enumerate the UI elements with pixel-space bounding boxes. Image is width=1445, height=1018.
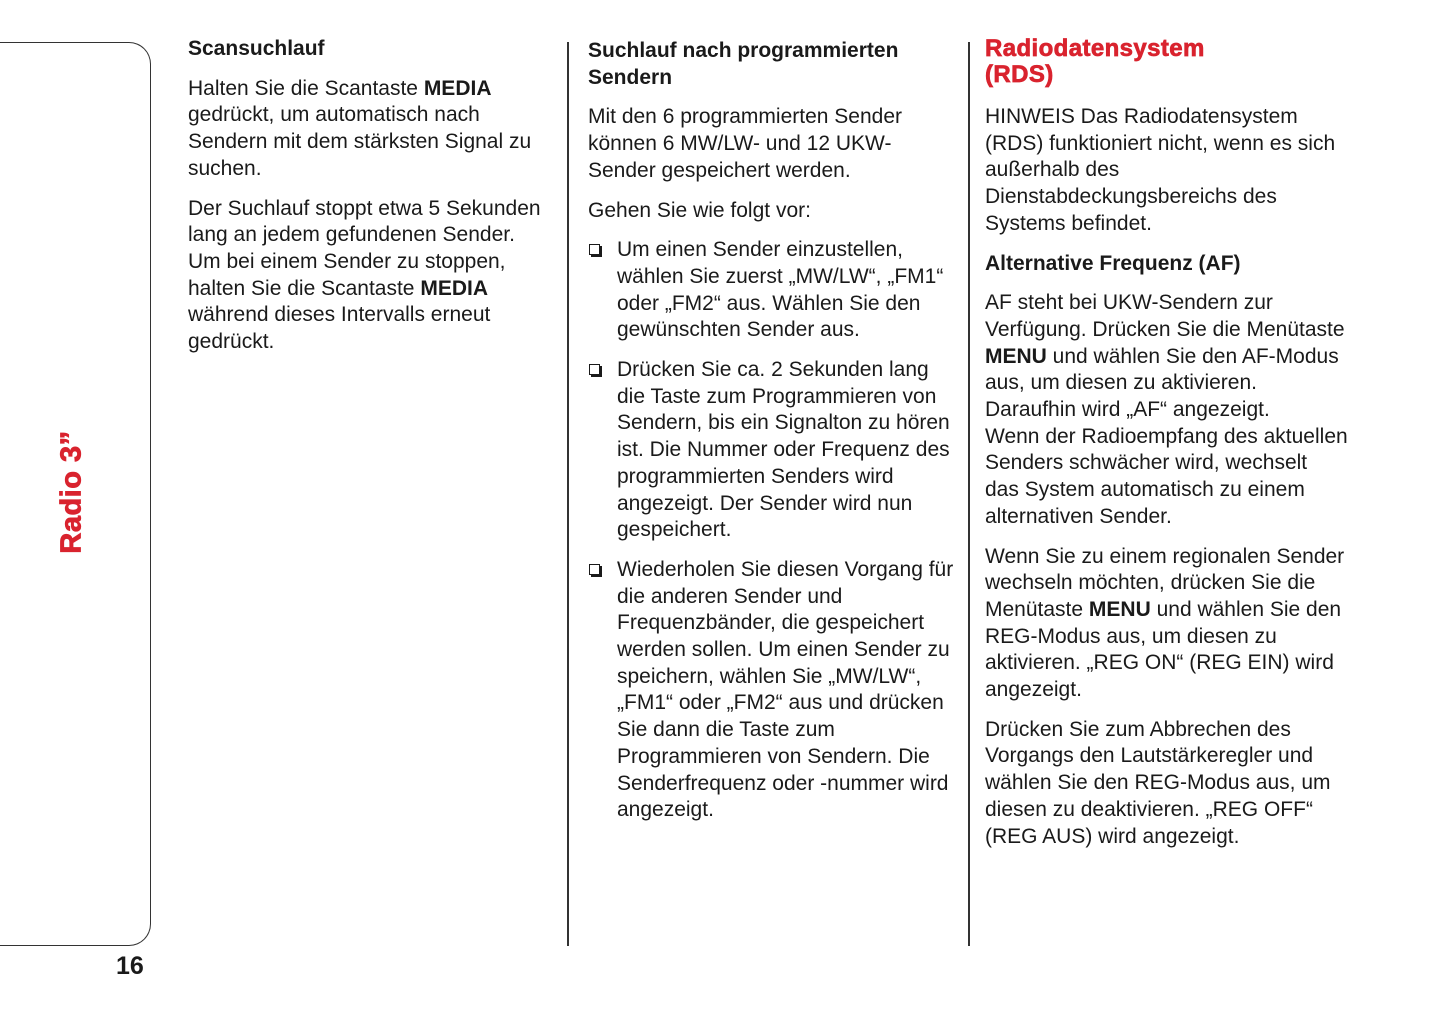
text-line: lang an jedem gefundenen Sender. <box>188 223 515 247</box>
section-heading <box>985 251 1348 278</box>
text-line: Sender gespeichert werden. <box>588 158 851 182</box>
text-line: aktivieren. „REG ON“ (REG EIN) wird <box>985 651 1334 675</box>
text-line: Wenn Sie zu einem regionalen Sender <box>985 544 1345 568</box>
text-line <box>188 76 541 103</box>
paragraph <box>985 290 1348 530</box>
text-line: Frequenzbänder, die gespeichert <box>617 611 925 635</box>
text-line: wählen Sie den REG-Modus aus, um <box>985 771 1331 795</box>
bold-term: MEDIA <box>423 76 492 100</box>
column-2 <box>588 38 953 837</box>
paragraph <box>188 196 541 356</box>
text-line: (REG AUS) wird angezeigt. <box>985 824 1240 848</box>
text-line: HINWEIS Das Radiodatensystem <box>985 105 1298 128</box>
paragraph <box>188 76 541 183</box>
paragraph <box>588 104 953 184</box>
section-heading <box>588 38 953 91</box>
text-line: Um bei einem Sender zu stoppen, <box>188 249 506 273</box>
text-line: Sendern <box>588 65 673 89</box>
text-line: AF steht bei UKW-Sendern zur <box>985 291 1273 315</box>
text-line: programmierten Senders wird <box>617 464 894 488</box>
text-line: Wenn der Radioempfang des aktuellen <box>985 424 1348 448</box>
text-line: gewünschten Sender aus. <box>617 318 860 342</box>
bullet-item <box>588 557 953 824</box>
column-1 <box>188 36 541 369</box>
text-line: Programmieren von Sendern. Die <box>617 744 930 768</box>
checkbox-bullet-icon <box>589 564 600 575</box>
text-line <box>188 276 541 303</box>
section-heading <box>188 36 541 63</box>
text-line: Wiederholen Sie diesen Vorgang für <box>617 557 954 581</box>
text-line: Scansuchlauf <box>188 37 325 60</box>
column-divider <box>567 42 569 946</box>
text-line: Mit den 6 programmierten Sender <box>588 105 902 129</box>
text-line: Der Suchlauf stoppt etwa 5 Sekunden <box>188 196 541 220</box>
text-line: REG-Modus aus, um diesen zu <box>985 624 1277 648</box>
text-line: Senders schwächer wird, wechselt <box>985 451 1308 475</box>
text-line <box>985 597 1348 624</box>
text-line: (RDS) funktioniert nicht, wenn es sich <box>985 131 1336 155</box>
text-line: wechseln möchten, drücken Sie die <box>985 571 1316 595</box>
text-line: Suchlauf nach programmierten <box>588 39 899 62</box>
text-line: Drücken Sie ca. 2 Sekunden lang <box>617 358 929 382</box>
paragraph <box>588 198 953 225</box>
bullet-item <box>588 357 953 544</box>
text-line: Um einen Sender einzustellen, <box>617 238 904 262</box>
text-line: die anderen Sender und <box>617 584 843 608</box>
checkbox-bullet-icon <box>589 244 600 255</box>
text-line: angezeigt. Der Sender wird nun <box>617 491 913 515</box>
text-line: Vorgangs den Lautstärkeregler und <box>985 744 1314 768</box>
text-line: können 6 MW/LW- und 12 UKW- <box>588 132 892 156</box>
text-line: angezeigt. <box>985 678 1082 702</box>
page-number: 16 <box>116 952 144 980</box>
text-line: (RDS) <box>985 61 1054 88</box>
text-line: Daraufhin wird „AF“ angezeigt. <box>985 398 1270 422</box>
bold-term: MENU <box>985 344 1047 368</box>
column-divider <box>968 42 970 946</box>
section-heading <box>985 36 1348 88</box>
text-segment: Halten Sie die Scantaste <box>188 76 424 100</box>
text-line: aus, um diesen zu aktivieren. <box>985 371 1257 395</box>
text-line: die Taste zum Programmieren von <box>617 384 937 408</box>
text-line: gedrückt. <box>188 330 275 354</box>
text-line: speichern, wählen Sie „MW/LW“, <box>617 664 922 688</box>
checkbox-bullet-icon <box>589 364 600 375</box>
text-line: oder „FM2“ aus. Wählen Sie den <box>617 291 921 315</box>
text-line: Sie dann die Taste zum <box>617 718 835 742</box>
text-line: Drücken Sie zum Abbrechen des <box>985 717 1291 741</box>
text-line: Sendern, bis ein Signalton zu hören <box>617 411 950 435</box>
bullet-item <box>588 237 953 344</box>
bold-term: MENU <box>1088 597 1151 621</box>
column-3 <box>985 36 1348 863</box>
text-line: alternativen Sender. <box>985 504 1172 528</box>
text-line: außerhalb des <box>985 158 1120 182</box>
text-line: ist. Die Nummer oder Frequenz des <box>617 438 950 462</box>
text-segment: halten Sie die Scantaste <box>188 276 421 300</box>
text-line: diesen zu deaktivieren. „REG OFF“ <box>985 797 1313 821</box>
text-line: Senderfrequenz oder -nummer wird <box>617 771 949 795</box>
text-line: werden sollen. Um einen Sender zu <box>617 638 950 662</box>
text-line: angezeigt. <box>617 798 714 822</box>
paragraph <box>985 544 1348 704</box>
text-line: „FM1“ oder „FM2“ aus und drücken <box>617 691 944 715</box>
text-segment: und wählen Sie den AF-Modus <box>1046 344 1339 368</box>
text-line: das System automatisch zu einem <box>985 478 1305 502</box>
bold-term: MEDIA <box>420 276 488 300</box>
text-line: Dienstabdeckungsbereichs des <box>985 185 1277 209</box>
text-line: Gehen Sie wie folgt vor: <box>588 198 811 222</box>
text-line: gespeichert. <box>617 518 732 542</box>
text-line: Sendern mit dem stärksten Signal zu <box>188 130 532 154</box>
chapter-tab-label: Radio 3” <box>55 430 88 554</box>
paragraph <box>985 717 1348 851</box>
text-line: suchen. <box>188 156 262 180</box>
text-segment: Menütaste <box>985 597 1089 621</box>
text-segment: und wählen Sie den <box>1150 597 1342 621</box>
text-line: Radiodatensystem <box>985 35 1205 62</box>
paragraph <box>985 104 1348 238</box>
text-line: Systems befindet. <box>985 211 1152 235</box>
text-line <box>985 344 1348 371</box>
text-line: Alternative Frequenz (AF) <box>985 251 1241 275</box>
text-line: gedrückt, um automatisch nach <box>188 103 480 127</box>
text-line: wählen Sie zuerst „MW/LW“, „FM1“ <box>617 264 944 288</box>
text-line: während dieses Intervalls erneut <box>188 303 491 327</box>
text-line: Verfügung. Drücken Sie die Menütaste <box>985 317 1345 341</box>
